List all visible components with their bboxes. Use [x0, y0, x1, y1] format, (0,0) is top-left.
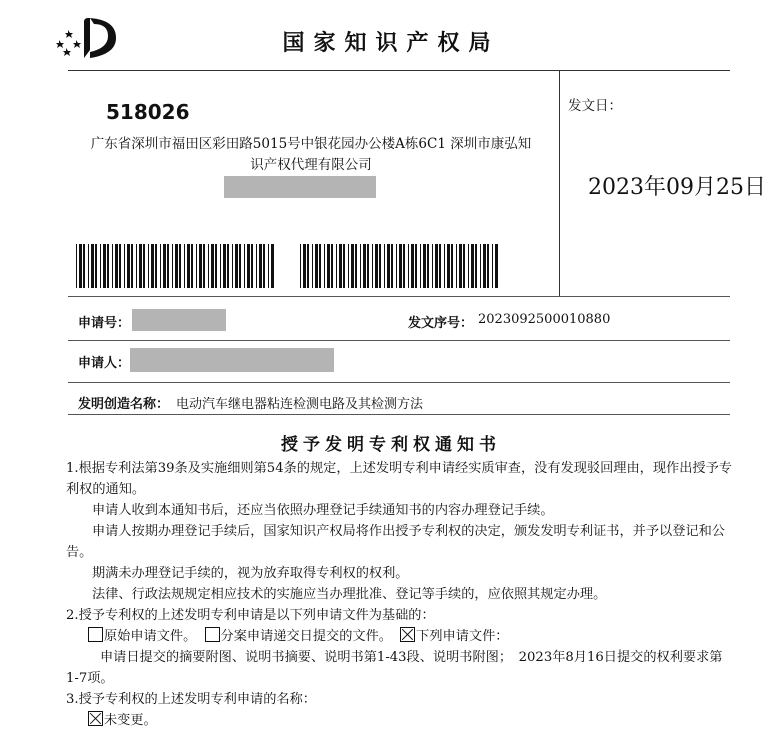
paragraph-2: 申请人收到本通知书后，还应当依照办理登记手续通知书的内容办理登记手续。	[92, 503, 554, 518]
row-divider	[68, 296, 730, 297]
checkbox-unchanged-checked[interactable]	[88, 711, 103, 726]
option-unchanged-label: 未变更。	[104, 713, 157, 728]
notice-body	[66, 458, 732, 731]
checkbox-following-checked[interactable]	[400, 627, 415, 642]
send-date-stamp: 2023年09月25日	[588, 175, 766, 200]
checkbox-original[interactable]	[88, 627, 103, 642]
send-date-label: 发文日：	[568, 98, 622, 114]
invention-label: 发明创造名称：	[78, 397, 170, 412]
option-following-label: 下列申请文件：	[416, 629, 509, 644]
paragraph-4: 期满未办理登记手续的，视为放弃取得专利权的权利。	[92, 566, 409, 581]
barcode-left	[76, 244, 276, 288]
option-following[interactable]	[400, 629, 508, 644]
name-option	[66, 710, 732, 731]
row-divider	[68, 414, 730, 415]
barcode-right	[300, 244, 500, 288]
option-original[interactable]	[88, 629, 196, 644]
frame-divider	[559, 70, 560, 296]
postcode: 518026	[106, 100, 190, 124]
option-original-label: 原始申请文件。	[104, 629, 197, 644]
row-divider	[68, 340, 730, 341]
notice-title: 授予发明专利权通知书	[281, 435, 501, 455]
serial-label: 发文序号：	[408, 316, 474, 331]
option-divisional-label: 分案申请递交日提交的文件。	[220, 629, 392, 644]
applicant-label: 申请人：	[78, 356, 131, 371]
redacted-applicant	[130, 348, 334, 372]
redacted-recipient-name	[224, 176, 376, 198]
recipient-address: 广东省深圳市福田区彩田路5015号中银花园办公楼A栋6C1 深圳市康弘知识产权代理有限公司	[90, 136, 532, 173]
frame-top-border	[68, 70, 730, 71]
paragraph-3: 申请人按期办理登记手续后，国家知识产权局将作出授予专利权的决定，颁发发明专利证书，并予以登记和公告。	[66, 524, 725, 560]
paragraph-8: 3.授予专利权的上述发明专利申请的名称：	[66, 692, 316, 707]
paragraph-6: 2.授予专利权的上述发明专利申请是以下列申请文件为基础的：	[66, 608, 435, 623]
agency-title: 国家知识产权局	[282, 31, 500, 56]
serial-value: 2023092500010880	[478, 312, 611, 327]
option-divisional[interactable]	[205, 629, 392, 644]
redacted-app-no	[132, 309, 226, 331]
paragraph-7: 申请日提交的摘要附图、说明书摘要、说明书第1-43段、说明书附图； 2023年8月16日提交的权利要求第1-7项。	[66, 650, 723, 686]
checkbox-divisional[interactable]	[205, 627, 220, 642]
document-basis-options	[66, 626, 732, 647]
paragraph-5: 法律、行政法规规定相应技术的实施应当办理批准、登记等手续的，应依照其规定办理。	[92, 587, 607, 602]
invention-value: 电动汽车继电器粘连检测电路及其检测方法	[176, 397, 424, 412]
app-no-label: 申请号：	[78, 316, 131, 331]
paragraph-1: 1.根据专利法第39条及实施细则第54条的规定，上述发明专利申请经实质审查，没有发现驳回理由，现作出授予专利权的通知。	[66, 461, 732, 497]
row-divider	[68, 382, 730, 383]
